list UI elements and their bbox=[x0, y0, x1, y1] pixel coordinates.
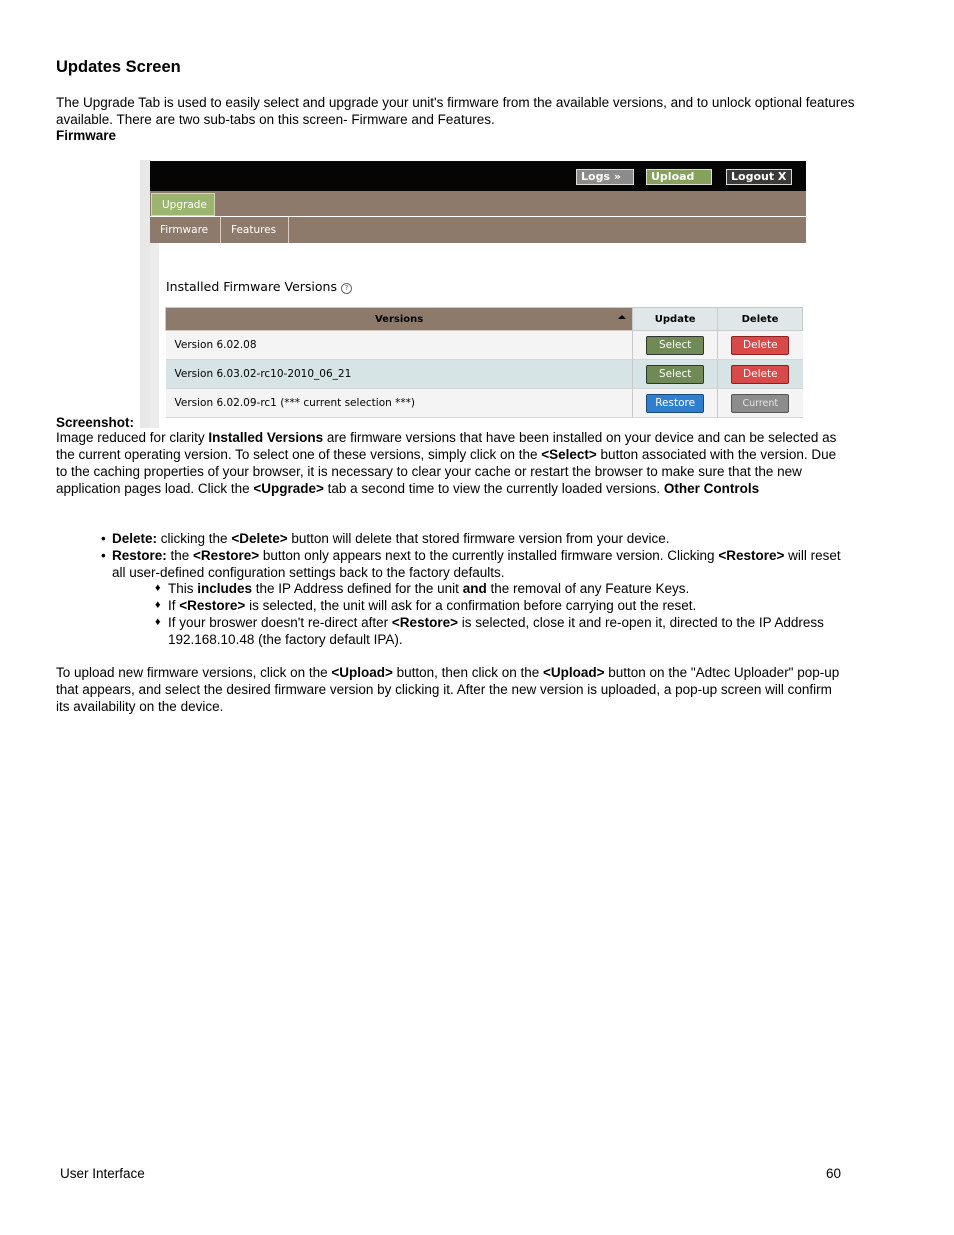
list-item bbox=[155, 597, 845, 614]
para1-bold: Installed Versions bbox=[208, 430, 324, 445]
update-cell bbox=[633, 331, 718, 360]
firmware-heading: Firmware bbox=[56, 128, 117, 143]
tab-firmware[interactable]: Firmware bbox=[150, 217, 221, 243]
footer-section-name: User Interface bbox=[60, 1166, 145, 1181]
page-title: Updates Screen bbox=[56, 58, 181, 76]
sub-text: is selected, the unit will ask for a confirmation before carrying out the reset. bbox=[245, 598, 697, 613]
version-name: Version 6.02.08 bbox=[166, 331, 633, 360]
sub-text: the IP Address defined for the unit bbox=[252, 581, 463, 596]
select-button[interactable]: Select bbox=[646, 365, 704, 384]
sub-tab-bar bbox=[150, 217, 806, 243]
version-name: Version 6.02.09-rc1 (*** current selection ***) bbox=[166, 389, 633, 418]
para2-bold: <Upload> bbox=[543, 665, 605, 680]
upload-button[interactable]: Upload bbox=[646, 169, 712, 185]
delete-column-header: Delete bbox=[718, 308, 803, 331]
sub-bold: includes bbox=[197, 581, 253, 596]
table-header-row bbox=[166, 308, 803, 331]
para1-text: tab a second time to view the currently loaded versions. bbox=[323, 481, 664, 496]
sub-text: If your broswer doesn't re-direct after bbox=[168, 615, 392, 630]
list-item bbox=[155, 580, 845, 597]
delete-button[interactable]: Delete bbox=[731, 336, 789, 355]
bullet-text: clicking the bbox=[157, 531, 232, 546]
para1-bold: <Upgrade> bbox=[253, 481, 324, 496]
sub-text: the removal of any Feature Keys. bbox=[486, 581, 690, 596]
select-button[interactable]: Select bbox=[646, 336, 704, 355]
bullet-icon: • bbox=[101, 548, 106, 563]
main-tab-bar bbox=[150, 191, 806, 217]
list-item bbox=[155, 614, 845, 648]
table-row bbox=[166, 389, 803, 418]
top-toolbar bbox=[150, 161, 806, 191]
bullet-text: will reset all user-defined configuration settings back to the factory defaults. bbox=[112, 548, 841, 580]
firmware-screenshot bbox=[140, 160, 808, 428]
bullet-icon: • bbox=[101, 531, 106, 546]
firmware-table bbox=[165, 307, 803, 418]
installed-firmware-title bbox=[166, 278, 352, 295]
versions-header-label: Versions bbox=[374, 313, 424, 325]
sub-text: This bbox=[168, 581, 198, 596]
diamond-bullet-icon: ♦ bbox=[155, 599, 161, 611]
sub-bold: <Restore> bbox=[179, 598, 246, 613]
logout-button[interactable]: Logout X bbox=[726, 169, 792, 185]
diamond-bullet-icon: ♦ bbox=[155, 582, 161, 594]
content-gutter bbox=[150, 243, 159, 428]
delete-cell bbox=[718, 360, 803, 389]
diamond-bullet-icon: ♦ bbox=[155, 616, 161, 628]
restore-button[interactable]: Restore bbox=[646, 394, 704, 413]
bullet-text: button will delete that stored firmware version from your device. bbox=[287, 531, 670, 546]
screenshot-label: Screenshot: bbox=[56, 415, 135, 430]
help-icon[interactable]: ? bbox=[341, 283, 352, 294]
delete-button[interactable]: Delete bbox=[731, 365, 789, 384]
update-column-header: Update bbox=[633, 308, 718, 331]
tab-features[interactable]: Features bbox=[221, 217, 289, 243]
sub-text: If bbox=[168, 598, 180, 613]
para1-text: are firmware versions that have been installed on your device and can be selected as the current operating version. To select one of these versions, simply click on the bbox=[56, 430, 837, 462]
para1-bold: <Select> bbox=[541, 447, 597, 462]
restore-details-list bbox=[155, 580, 845, 648]
bullet-text: the bbox=[166, 548, 194, 563]
logs-button[interactable]: Logs » bbox=[576, 169, 634, 185]
current-button: Current bbox=[731, 394, 789, 413]
update-cell bbox=[633, 389, 718, 418]
installed-versions-paragraph bbox=[56, 429, 846, 497]
bullet-bold: <Restore> bbox=[718, 548, 785, 563]
sub-text: is selected, close it and re-open it, directed to the IP Address 192.168.10.48 (the factory default IPA). bbox=[168, 615, 824, 647]
para2-text: To upload new firmware versions, click on the bbox=[56, 665, 332, 680]
sub-bold: and bbox=[462, 581, 487, 596]
bullet-label: Delete: bbox=[112, 531, 158, 546]
page-number: 60 bbox=[826, 1166, 842, 1181]
controls-list bbox=[101, 530, 846, 581]
table-row bbox=[166, 331, 803, 360]
tab-upgrade[interactable]: Upgrade bbox=[151, 193, 215, 216]
bullet-bold: <Delete> bbox=[231, 531, 288, 546]
version-name: Version 6.03.02-rc10-2010_06_21 bbox=[166, 360, 633, 389]
delete-cell bbox=[718, 331, 803, 360]
versions-column-header[interactable] bbox=[166, 308, 633, 331]
sort-arrow-icon[interactable] bbox=[618, 315, 626, 319]
list-item bbox=[101, 547, 846, 581]
upload-paragraph bbox=[56, 664, 846, 715]
para2-bold: <Upload> bbox=[331, 665, 393, 680]
table-row bbox=[166, 360, 803, 389]
bullet-label: Restore: bbox=[112, 548, 167, 563]
para2-text: button, then click on the bbox=[392, 665, 543, 680]
list-item bbox=[101, 530, 846, 547]
delete-cell bbox=[718, 389, 803, 418]
installed-firmware-title-text: Installed Firmware Versions bbox=[166, 279, 337, 294]
update-cell bbox=[633, 360, 718, 389]
bullet-text: button only appears next to the currently installed firmware version. Clicking bbox=[259, 548, 719, 563]
sub-bold: <Restore> bbox=[391, 615, 458, 630]
para2-text: button on the "Adtec Uploader" pop-up that appears, and select the desired firmware version by clicking it. After the new version is uploaded, a pop-up screen will confirm its availability on the device. bbox=[56, 665, 840, 714]
bullet-bold: <Restore> bbox=[193, 548, 260, 563]
para1-text: Image reduced for clarity bbox=[56, 430, 209, 445]
intro-paragraph: The Upgrade Tab is used to easily select and upgrade your unit's firmware from the available versions, and to unlock optional features available. There are two sub-tabs on this screen- Firmware and Features. bbox=[56, 95, 855, 127]
para1-text: button associated with the version. Due to the caching properties of your browser, it is necessary to clear your cache or restart the browser to make sure that the new application pages load. Click the bbox=[56, 447, 837, 496]
other-controls-heading: Other Controls bbox=[663, 481, 760, 496]
